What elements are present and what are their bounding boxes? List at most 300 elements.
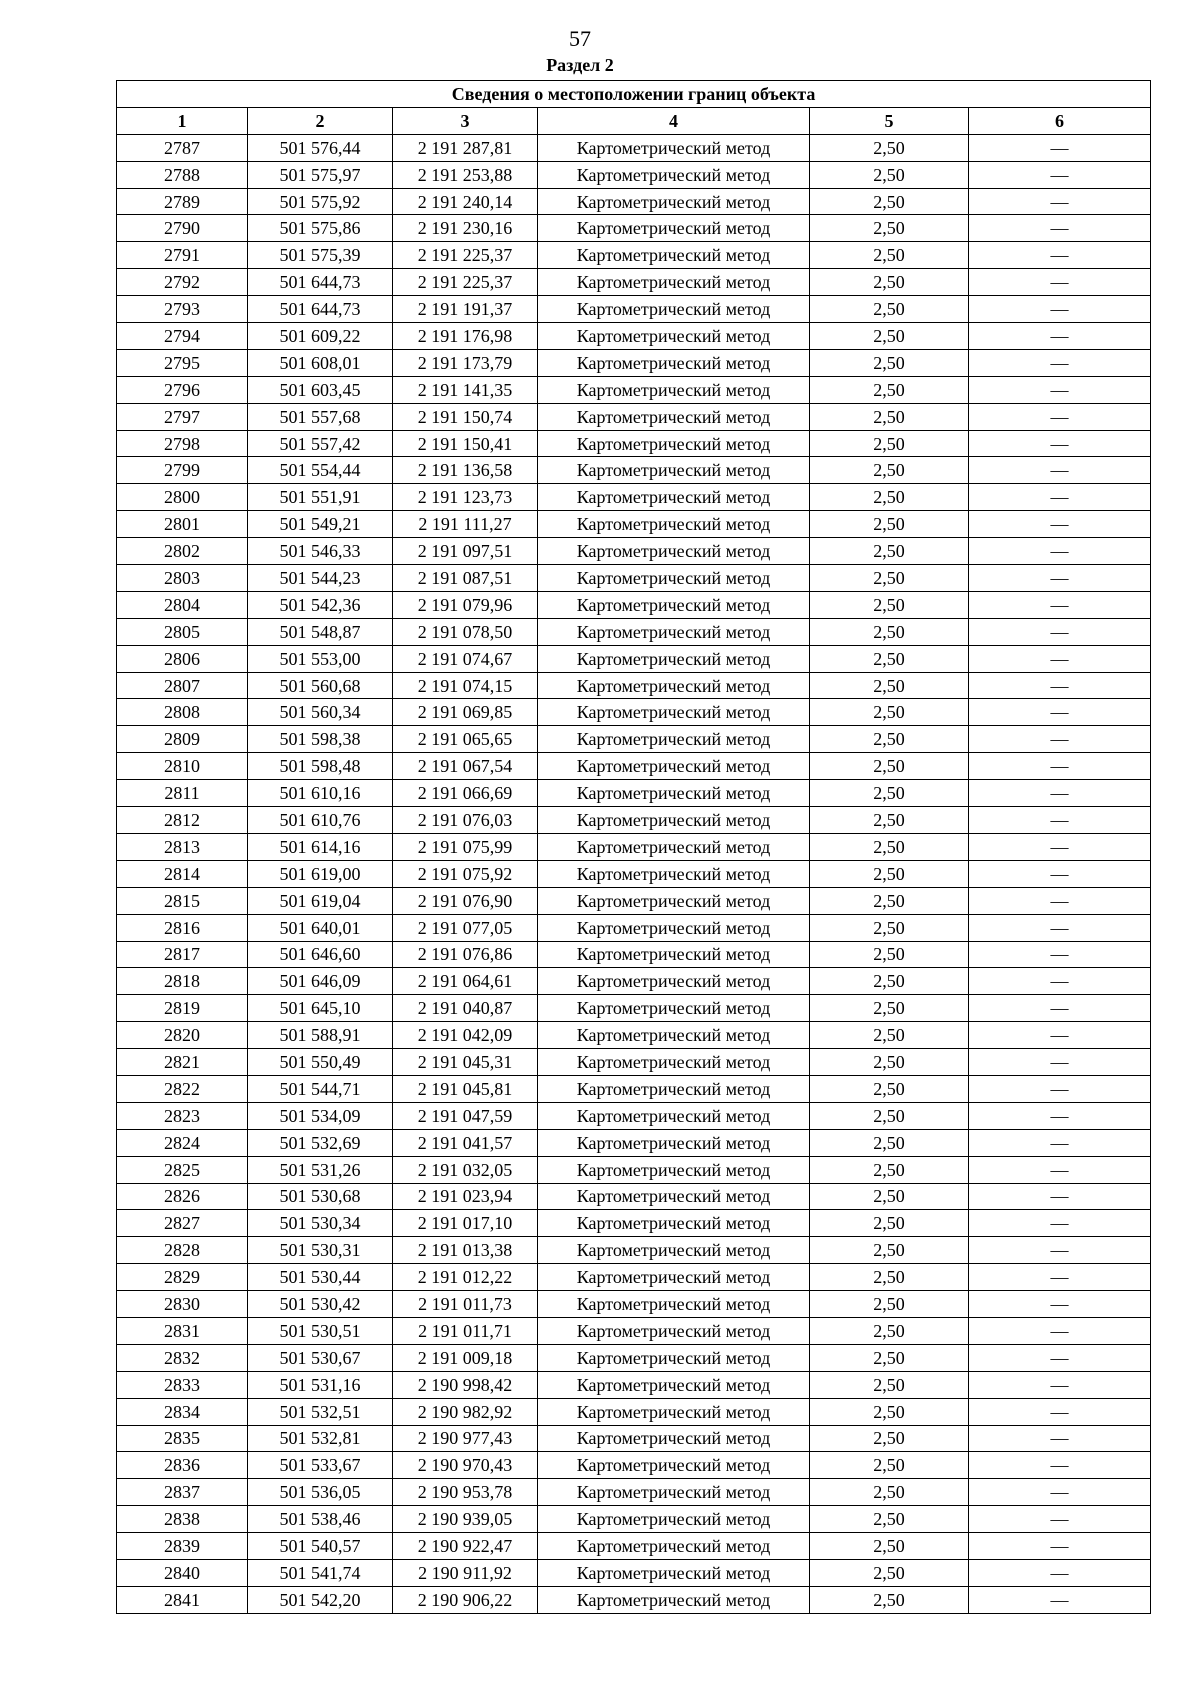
method-cell: Картометрический метод <box>538 941 810 968</box>
accuracy-cell: 2,50 <box>810 188 969 215</box>
method-cell: Картометрический метод <box>538 161 810 188</box>
y-coordinate-cell: 2 190 998,42 <box>393 1371 538 1398</box>
table-row <box>117 215 1151 242</box>
x-coordinate-cell: 501 532,51 <box>248 1398 393 1425</box>
accuracy-cell: 2,50 <box>810 134 969 161</box>
point-number-cell: 2798 <box>117 430 248 457</box>
x-coordinate-cell: 501 530,34 <box>248 1210 393 1237</box>
y-coordinate-cell: 2 191 076,90 <box>393 887 538 914</box>
column-header: 2 <box>248 107 393 134</box>
table-row <box>117 484 1151 511</box>
method-cell: Картометрический метод <box>538 887 810 914</box>
method-cell: Картометрический метод <box>538 699 810 726</box>
table-row <box>117 1452 1151 1479</box>
point-number-cell: 2817 <box>117 941 248 968</box>
x-coordinate-cell: 501 619,04 <box>248 887 393 914</box>
y-coordinate-cell: 2 190 906,22 <box>393 1586 538 1613</box>
method-cell: Картометрический метод <box>538 376 810 403</box>
accuracy-cell: 2,50 <box>810 591 969 618</box>
point-number-cell: 2808 <box>117 699 248 726</box>
point-number-cell: 2806 <box>117 645 248 672</box>
table-row <box>117 161 1151 188</box>
note-cell: — <box>969 1452 1151 1479</box>
note-cell: — <box>969 726 1151 753</box>
method-cell: Картометрический метод <box>538 807 810 834</box>
y-coordinate-cell: 2 191 011,73 <box>393 1291 538 1318</box>
method-cell: Картометрический метод <box>538 511 810 538</box>
method-cell: Картометрический метод <box>538 1156 810 1183</box>
accuracy-cell: 2,50 <box>810 1049 969 1076</box>
method-cell: Картометрический метод <box>538 914 810 941</box>
note-cell: — <box>969 833 1151 860</box>
x-coordinate-cell: 501 644,73 <box>248 296 393 323</box>
table-row <box>117 403 1151 430</box>
note-cell: — <box>969 1049 1151 1076</box>
note-cell: — <box>969 1156 1151 1183</box>
y-coordinate-cell: 2 190 911,92 <box>393 1559 538 1586</box>
accuracy-cell: 2,50 <box>810 1559 969 1586</box>
method-cell: Картометрический метод <box>538 1533 810 1560</box>
note-cell: — <box>969 753 1151 780</box>
y-coordinate-cell: 2 190 939,05 <box>393 1506 538 1533</box>
point-number-cell: 2818 <box>117 968 248 995</box>
method-cell: Картометрический метод <box>538 457 810 484</box>
note-cell: — <box>969 1344 1151 1371</box>
accuracy-cell: 2,50 <box>810 242 969 269</box>
table-row <box>117 995 1151 1022</box>
x-coordinate-cell: 501 557,42 <box>248 430 393 457</box>
point-number-cell: 2834 <box>117 1398 248 1425</box>
accuracy-cell: 2,50 <box>810 726 969 753</box>
table-row <box>117 968 1151 995</box>
note-cell: — <box>969 161 1151 188</box>
method-cell: Картометрический метод <box>538 1344 810 1371</box>
y-coordinate-cell: 2 191 150,41 <box>393 430 538 457</box>
point-number-cell: 2814 <box>117 860 248 887</box>
point-number-cell: 2805 <box>117 618 248 645</box>
x-coordinate-cell: 501 541,74 <box>248 1559 393 1586</box>
table-row <box>117 1049 1151 1076</box>
y-coordinate-cell: 2 190 970,43 <box>393 1452 538 1479</box>
method-cell: Картометрический метод <box>538 188 810 215</box>
note-cell: — <box>969 645 1151 672</box>
note-cell: — <box>969 807 1151 834</box>
y-coordinate-cell: 2 191 074,15 <box>393 672 538 699</box>
accuracy-cell: 2,50 <box>810 833 969 860</box>
accuracy-cell: 2,50 <box>810 1479 969 1506</box>
table-row <box>117 833 1151 860</box>
table-row <box>117 1129 1151 1156</box>
accuracy-cell: 2,50 <box>810 968 969 995</box>
point-number-cell: 2795 <box>117 349 248 376</box>
y-coordinate-cell: 2 191 111,27 <box>393 511 538 538</box>
x-coordinate-cell: 501 549,21 <box>248 511 393 538</box>
method-cell: Картометрический метод <box>538 968 810 995</box>
y-coordinate-cell: 2 191 136,58 <box>393 457 538 484</box>
table-row <box>117 780 1151 807</box>
table-row <box>117 1183 1151 1210</box>
table-row <box>117 753 1151 780</box>
x-coordinate-cell: 501 533,67 <box>248 1452 393 1479</box>
accuracy-cell: 2,50 <box>810 1210 969 1237</box>
x-coordinate-cell: 501 640,01 <box>248 914 393 941</box>
table-head <box>117 81 1151 135</box>
method-cell: Картометрический метод <box>538 1398 810 1425</box>
note-cell: — <box>969 215 1151 242</box>
accuracy-cell: 2,50 <box>810 161 969 188</box>
accuracy-cell: 2,50 <box>810 1317 969 1344</box>
accuracy-cell: 2,50 <box>810 1291 969 1318</box>
x-coordinate-cell: 501 603,45 <box>248 376 393 403</box>
accuracy-cell: 2,50 <box>810 1022 969 1049</box>
x-coordinate-cell: 501 542,20 <box>248 1586 393 1613</box>
accuracy-cell: 2,50 <box>810 296 969 323</box>
point-number-cell: 2829 <box>117 1264 248 1291</box>
table-row <box>117 1237 1151 1264</box>
accuracy-cell: 2,50 <box>810 780 969 807</box>
point-number-cell: 2837 <box>117 1479 248 1506</box>
note-cell: — <box>969 457 1151 484</box>
accuracy-cell: 2,50 <box>810 538 969 565</box>
y-coordinate-cell: 2 191 230,16 <box>393 215 538 242</box>
x-coordinate-cell: 501 530,31 <box>248 1237 393 1264</box>
y-coordinate-cell: 2 191 069,85 <box>393 699 538 726</box>
y-coordinate-cell: 2 191 009,18 <box>393 1344 538 1371</box>
table-row <box>117 1398 1151 1425</box>
point-number-cell: 2828 <box>117 1237 248 1264</box>
x-coordinate-cell: 501 544,71 <box>248 1075 393 1102</box>
method-cell: Картометрический метод <box>538 1586 810 1613</box>
column-header: 3 <box>393 107 538 134</box>
method-cell: Картометрический метод <box>538 618 810 645</box>
x-coordinate-cell: 501 530,68 <box>248 1183 393 1210</box>
accuracy-cell: 2,50 <box>810 1183 969 1210</box>
point-number-cell: 2831 <box>117 1317 248 1344</box>
table-row <box>117 349 1151 376</box>
y-coordinate-cell: 2 191 077,05 <box>393 914 538 941</box>
y-coordinate-cell: 2 191 047,59 <box>393 1102 538 1129</box>
accuracy-cell: 2,50 <box>810 565 969 592</box>
table-row <box>117 1533 1151 1560</box>
accuracy-cell: 2,50 <box>810 941 969 968</box>
note-cell: — <box>969 591 1151 618</box>
column-number-row <box>117 107 1151 134</box>
table-row <box>117 1264 1151 1291</box>
point-number-cell: 2824 <box>117 1129 248 1156</box>
x-coordinate-cell: 501 544,23 <box>248 565 393 592</box>
table-row <box>117 941 1151 968</box>
accuracy-cell: 2,50 <box>810 1506 969 1533</box>
table-row <box>117 457 1151 484</box>
method-cell: Картометрический метод <box>538 1129 810 1156</box>
table-row <box>117 242 1151 269</box>
accuracy-cell: 2,50 <box>810 376 969 403</box>
accuracy-cell: 2,50 <box>810 1156 969 1183</box>
table-row <box>117 1156 1151 1183</box>
note-cell: — <box>969 1559 1151 1586</box>
y-coordinate-cell: 2 191 287,81 <box>393 134 538 161</box>
method-cell: Картометрический метод <box>538 995 810 1022</box>
accuracy-cell: 2,50 <box>810 1533 969 1560</box>
x-coordinate-cell: 501 588,91 <box>248 1022 393 1049</box>
point-number-cell: 2801 <box>117 511 248 538</box>
accuracy-cell: 2,50 <box>810 215 969 242</box>
note-cell: — <box>969 430 1151 457</box>
note-cell: — <box>969 1237 1151 1264</box>
table-row <box>117 296 1151 323</box>
point-number-cell: 2800 <box>117 484 248 511</box>
x-coordinate-cell: 501 598,48 <box>248 753 393 780</box>
y-coordinate-cell: 2 191 012,22 <box>393 1264 538 1291</box>
y-coordinate-cell: 2 190 982,92 <box>393 1398 538 1425</box>
note-cell: — <box>969 860 1151 887</box>
method-cell: Картометрический метод <box>538 753 810 780</box>
y-coordinate-cell: 2 190 953,78 <box>393 1479 538 1506</box>
method-cell: Картометрический метод <box>538 538 810 565</box>
y-coordinate-cell: 2 191 023,94 <box>393 1183 538 1210</box>
point-number-cell: 2832 <box>117 1344 248 1371</box>
accuracy-cell: 2,50 <box>810 1452 969 1479</box>
y-coordinate-cell: 2 191 045,81 <box>393 1075 538 1102</box>
y-coordinate-cell: 2 191 011,71 <box>393 1317 538 1344</box>
x-coordinate-cell: 501 531,26 <box>248 1156 393 1183</box>
note-cell: — <box>969 349 1151 376</box>
table-row <box>117 1102 1151 1129</box>
note-cell: — <box>969 1506 1151 1533</box>
x-coordinate-cell: 501 542,36 <box>248 591 393 618</box>
y-coordinate-cell: 2 190 977,43 <box>393 1425 538 1452</box>
method-cell: Картометрический метод <box>538 242 810 269</box>
table-row <box>117 1291 1151 1318</box>
table-body <box>117 134 1151 1613</box>
point-number-cell: 2793 <box>117 296 248 323</box>
note-cell: — <box>969 1371 1151 1398</box>
point-number-cell: 2797 <box>117 403 248 430</box>
point-number-cell: 2812 <box>117 807 248 834</box>
point-number-cell: 2796 <box>117 376 248 403</box>
x-coordinate-cell: 501 645,10 <box>248 995 393 1022</box>
note-cell: — <box>969 565 1151 592</box>
note-cell: — <box>969 1317 1151 1344</box>
note-cell: — <box>969 1425 1151 1452</box>
note-cell: — <box>969 1183 1151 1210</box>
point-number-cell: 2790 <box>117 215 248 242</box>
point-number-cell: 2833 <box>117 1371 248 1398</box>
accuracy-cell: 2,50 <box>810 1102 969 1129</box>
y-coordinate-cell: 2 191 150,74 <box>393 403 538 430</box>
method-cell: Картометрический метод <box>538 1559 810 1586</box>
x-coordinate-cell: 501 576,44 <box>248 134 393 161</box>
column-header: 4 <box>538 107 810 134</box>
y-coordinate-cell: 2 191 097,51 <box>393 538 538 565</box>
method-cell: Картометрический метод <box>538 215 810 242</box>
accuracy-cell: 2,50 <box>810 403 969 430</box>
method-cell: Картометрический метод <box>538 591 810 618</box>
accuracy-cell: 2,50 <box>810 349 969 376</box>
y-coordinate-cell: 2 191 074,67 <box>393 645 538 672</box>
table-row <box>117 511 1151 538</box>
point-number-cell: 2788 <box>117 161 248 188</box>
x-coordinate-cell: 501 554,44 <box>248 457 393 484</box>
caption-row <box>117 81 1151 108</box>
y-coordinate-cell: 2 191 225,37 <box>393 242 538 269</box>
method-cell: Картометрический метод <box>538 1291 810 1318</box>
point-number-cell: 2826 <box>117 1183 248 1210</box>
note-cell: — <box>969 511 1151 538</box>
column-header: 6 <box>969 107 1151 134</box>
accuracy-cell: 2,50 <box>810 995 969 1022</box>
point-number-cell: 2787 <box>117 134 248 161</box>
accuracy-cell: 2,50 <box>810 672 969 699</box>
table-row <box>117 807 1151 834</box>
table-row <box>117 1075 1151 1102</box>
accuracy-cell: 2,50 <box>810 1264 969 1291</box>
note-cell: — <box>969 269 1151 296</box>
x-coordinate-cell: 501 534,09 <box>248 1102 393 1129</box>
accuracy-cell: 2,50 <box>810 807 969 834</box>
y-coordinate-cell: 2 191 079,96 <box>393 591 538 618</box>
table-row <box>117 645 1151 672</box>
accuracy-cell: 2,50 <box>810 484 969 511</box>
note-cell: — <box>969 376 1151 403</box>
note-cell: — <box>969 134 1151 161</box>
point-number-cell: 2809 <box>117 726 248 753</box>
x-coordinate-cell: 501 614,16 <box>248 833 393 860</box>
table-row <box>117 726 1151 753</box>
table-row <box>117 1344 1151 1371</box>
accuracy-cell: 2,50 <box>810 1129 969 1156</box>
column-header: 1 <box>117 107 248 134</box>
note-cell: — <box>969 1264 1151 1291</box>
table-row <box>117 134 1151 161</box>
point-number-cell: 2815 <box>117 887 248 914</box>
accuracy-cell: 2,50 <box>810 323 969 350</box>
method-cell: Картометрический метод <box>538 269 810 296</box>
method-cell: Картометрический метод <box>538 1049 810 1076</box>
note-cell: — <box>969 672 1151 699</box>
note-cell: — <box>969 296 1151 323</box>
y-coordinate-cell: 2 191 240,14 <box>393 188 538 215</box>
x-coordinate-cell: 501 609,22 <box>248 323 393 350</box>
method-cell: Картометрический метод <box>538 430 810 457</box>
y-coordinate-cell: 2 191 045,31 <box>393 1049 538 1076</box>
x-coordinate-cell: 501 553,00 <box>248 645 393 672</box>
table-row <box>117 1559 1151 1586</box>
accuracy-cell: 2,50 <box>810 1586 969 1613</box>
note-cell: — <box>969 1129 1151 1156</box>
y-coordinate-cell: 2 191 123,73 <box>393 484 538 511</box>
note-cell: — <box>969 887 1151 914</box>
y-coordinate-cell: 2 191 176,98 <box>393 323 538 350</box>
note-cell: — <box>969 941 1151 968</box>
y-coordinate-cell: 2 191 191,37 <box>393 296 538 323</box>
accuracy-cell: 2,50 <box>810 1237 969 1264</box>
point-number-cell: 2792 <box>117 269 248 296</box>
x-coordinate-cell: 501 610,16 <box>248 780 393 807</box>
accuracy-cell: 2,50 <box>810 860 969 887</box>
point-number-cell: 2840 <box>117 1559 248 1586</box>
y-coordinate-cell: 2 191 042,09 <box>393 1022 538 1049</box>
point-number-cell: 2811 <box>117 780 248 807</box>
method-cell: Картометрический метод <box>538 323 810 350</box>
point-number-cell: 2807 <box>117 672 248 699</box>
method-cell: Картометрический метод <box>538 1022 810 1049</box>
method-cell: Картометрический метод <box>538 1264 810 1291</box>
x-coordinate-cell: 501 575,92 <box>248 188 393 215</box>
point-number-cell: 2822 <box>117 1075 248 1102</box>
y-coordinate-cell: 2 191 075,99 <box>393 833 538 860</box>
y-coordinate-cell: 2 190 922,47 <box>393 1533 538 1560</box>
x-coordinate-cell: 501 530,51 <box>248 1317 393 1344</box>
note-cell: — <box>969 538 1151 565</box>
method-cell: Картометрический метод <box>538 672 810 699</box>
x-coordinate-cell: 501 619,00 <box>248 860 393 887</box>
method-cell: Картометрический метод <box>538 1102 810 1129</box>
note-cell: — <box>969 699 1151 726</box>
x-coordinate-cell: 501 540,57 <box>248 1533 393 1560</box>
method-cell: Картометрический метод <box>538 565 810 592</box>
y-coordinate-cell: 2 191 066,69 <box>393 780 538 807</box>
note-cell: — <box>969 780 1151 807</box>
x-coordinate-cell: 501 560,68 <box>248 672 393 699</box>
point-number-cell: 2810 <box>117 753 248 780</box>
point-number-cell: 2803 <box>117 565 248 592</box>
note-cell: — <box>969 618 1151 645</box>
x-coordinate-cell: 501 530,44 <box>248 1264 393 1291</box>
method-cell: Картометрический метод <box>538 296 810 323</box>
x-coordinate-cell: 501 550,49 <box>248 1049 393 1076</box>
x-coordinate-cell: 501 644,73 <box>248 269 393 296</box>
accuracy-cell: 2,50 <box>810 699 969 726</box>
accuracy-cell: 2,50 <box>810 511 969 538</box>
method-cell: Картометрический метод <box>538 1506 810 1533</box>
x-coordinate-cell: 501 608,01 <box>248 349 393 376</box>
x-coordinate-cell: 501 530,67 <box>248 1344 393 1371</box>
x-coordinate-cell: 501 610,76 <box>248 807 393 834</box>
note-cell: — <box>969 242 1151 269</box>
accuracy-cell: 2,50 <box>810 269 969 296</box>
y-coordinate-cell: 2 191 075,92 <box>393 860 538 887</box>
point-number-cell: 2799 <box>117 457 248 484</box>
method-cell: Картометрический метод <box>538 1479 810 1506</box>
point-number-cell: 2836 <box>117 1452 248 1479</box>
x-coordinate-cell: 501 575,39 <box>248 242 393 269</box>
method-cell: Картометрический метод <box>538 1452 810 1479</box>
accuracy-cell: 2,50 <box>810 887 969 914</box>
point-number-cell: 2821 <box>117 1049 248 1076</box>
y-coordinate-cell: 2 191 253,88 <box>393 161 538 188</box>
y-coordinate-cell: 2 191 017,10 <box>393 1210 538 1237</box>
y-coordinate-cell: 2 191 032,05 <box>393 1156 538 1183</box>
accuracy-cell: 2,50 <box>810 1344 969 1371</box>
method-cell: Картометрический метод <box>538 833 810 860</box>
y-coordinate-cell: 2 191 076,86 <box>393 941 538 968</box>
point-number-cell: 2819 <box>117 995 248 1022</box>
method-cell: Картометрический метод <box>538 403 810 430</box>
method-cell: Картометрический метод <box>538 1371 810 1398</box>
point-number-cell: 2827 <box>117 1210 248 1237</box>
note-cell: — <box>969 1210 1151 1237</box>
table-row <box>117 860 1151 887</box>
note-cell: — <box>969 1586 1151 1613</box>
y-coordinate-cell: 2 191 013,38 <box>393 1237 538 1264</box>
x-coordinate-cell: 501 646,60 <box>248 941 393 968</box>
x-coordinate-cell: 501 575,97 <box>248 161 393 188</box>
table-row <box>117 1586 1151 1613</box>
note-cell: — <box>969 188 1151 215</box>
accuracy-cell: 2,50 <box>810 618 969 645</box>
note-cell: — <box>969 1398 1151 1425</box>
